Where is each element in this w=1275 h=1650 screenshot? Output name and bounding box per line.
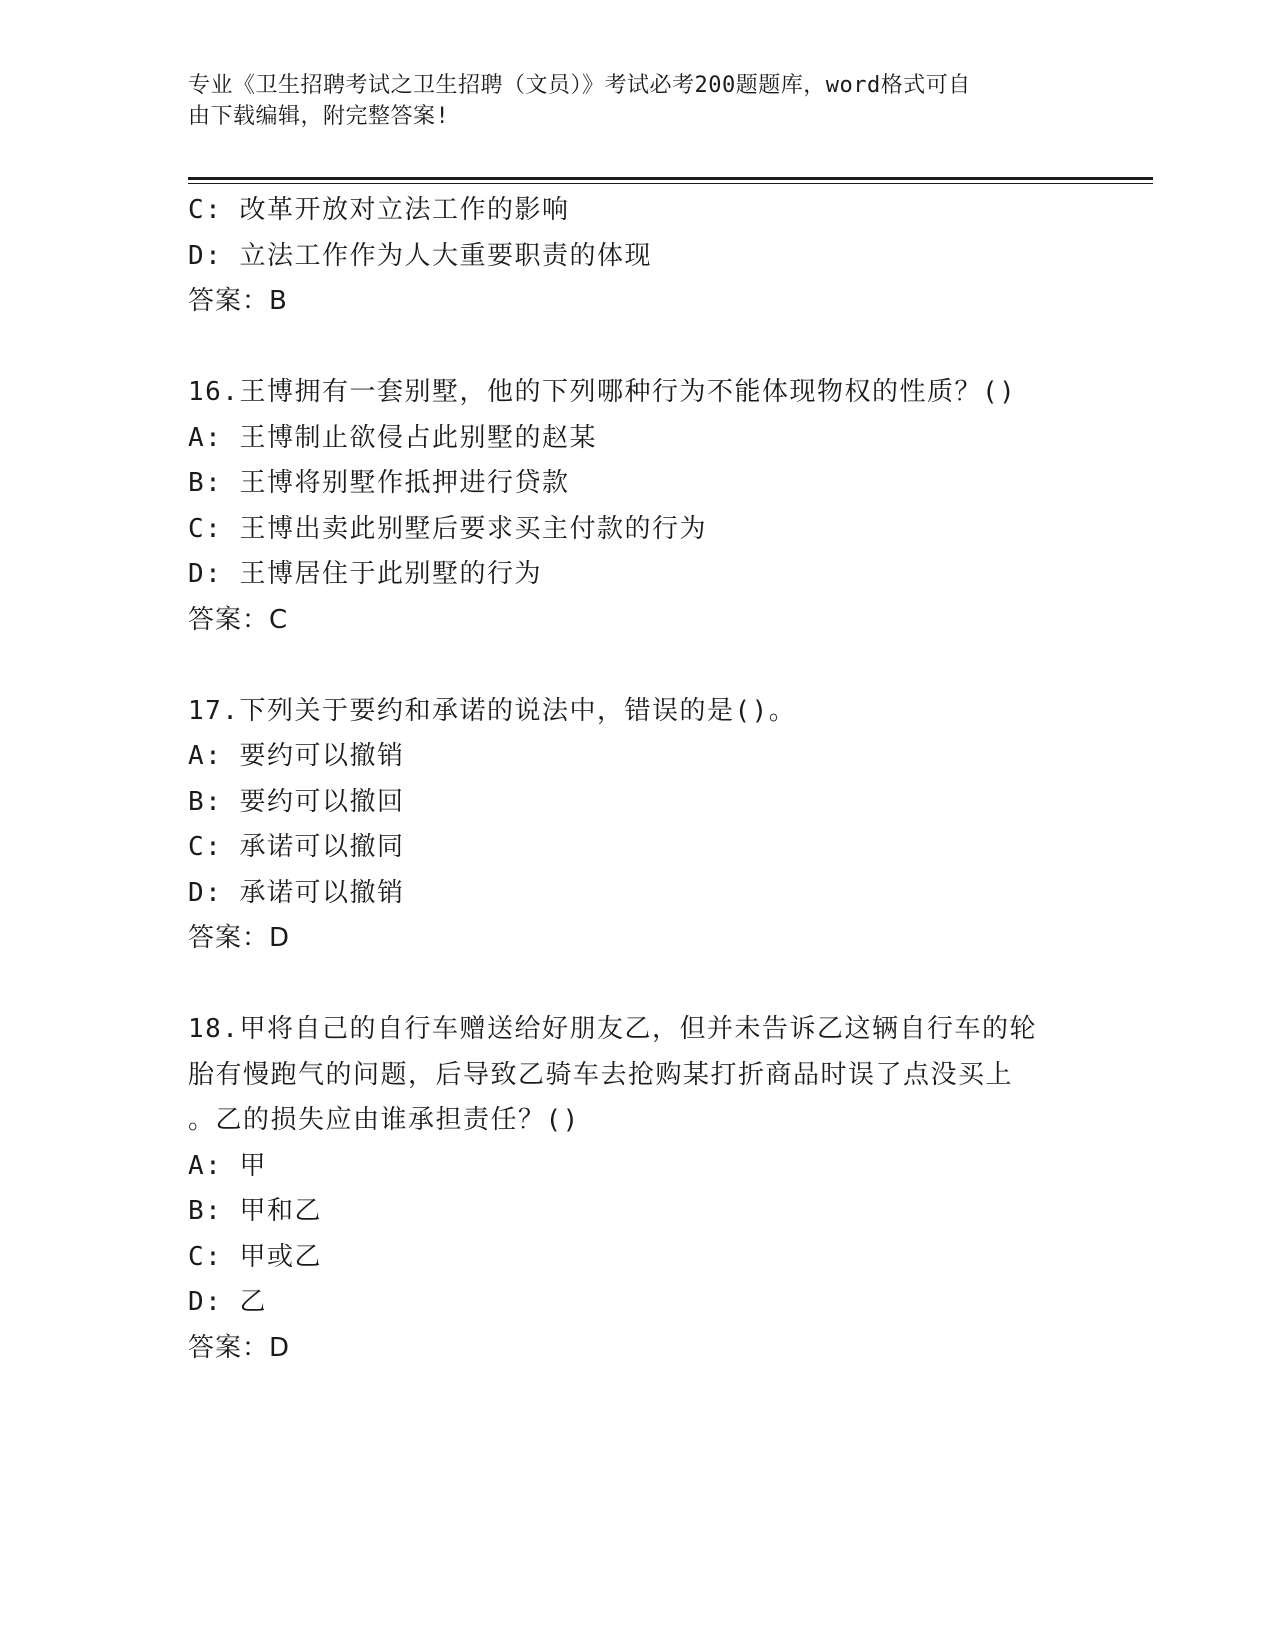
question-stem: 17.下列关于要约和承诺的说法中，错误的是()。: [188, 695, 797, 726]
spacer: [188, 962, 1088, 1008]
option-c: C: 改革开放对立法工作的影响: [188, 195, 570, 225]
spacer: [188, 643, 1088, 689]
header-rule-thick: [188, 177, 1153, 180]
question-stem: 16.王博拥有一套别墅，他的下列哪种行为不能体现物权的性质？(): [188, 377, 1017, 407]
option-b: B: 王博将别墅作抵押进行贷款: [188, 468, 570, 498]
header-line-1: 专业《卫生招聘考试之卫生招聘（文员）》考试必考200题题库，word格式可自: [188, 73, 971, 98]
spacer: [188, 325, 1088, 371]
option-c: C: 王博出卖此别墅后要求买主付款的行为: [188, 513, 707, 544]
option-d: D: 立法工作作为人大重要职责的体现: [188, 240, 652, 271]
option-b: B: 甲和乙: [188, 1196, 322, 1226]
answer-line: 答案：C: [188, 604, 289, 635]
option-d: D: 王博居住于此别墅的行为: [188, 559, 542, 589]
option-a: A: 甲: [188, 1150, 267, 1181]
question-15-tail: [188, 188, 1088, 325]
question-16: [188, 370, 1088, 643]
answer-line: 答案：D: [188, 1332, 291, 1363]
option-a: A: 要约可以撤销: [188, 741, 405, 771]
option-c: C: 甲或乙: [188, 1241, 322, 1272]
question-stem-line-3: 。乙的损失应由谁承担责任？(): [188, 1105, 580, 1135]
option-b: B: 要约可以撤回: [188, 786, 405, 817]
option-d: D: 承诺可以撤销: [188, 877, 405, 908]
option-c: C: 承诺可以撤同: [188, 832, 405, 862]
question-17: [188, 689, 1088, 962]
header-rule-thin: [188, 183, 1153, 184]
header-line-2: 由下载编辑，附完整答案!: [188, 104, 450, 129]
option-d: D: 乙: [188, 1287, 267, 1317]
answer-line: 答案：D: [188, 923, 291, 953]
answer-line: 答案：B: [188, 286, 288, 316]
question-list: [188, 188, 1088, 1371]
option-a: A: 王博制止欲侵占此别墅的赵某: [188, 422, 597, 453]
question-stem-line-2: 胎有慢跑气的问题，后导致乙骑车去抢购某打折商品时误了点没买上: [188, 1059, 1014, 1090]
question-18: [188, 1007, 1088, 1371]
document-header: [188, 70, 1068, 132]
question-stem-line-1: 18.甲将自己的自行车赠送给好朋友乙，但并未告诉乙这辆自行车的轮: [188, 1014, 1037, 1044]
